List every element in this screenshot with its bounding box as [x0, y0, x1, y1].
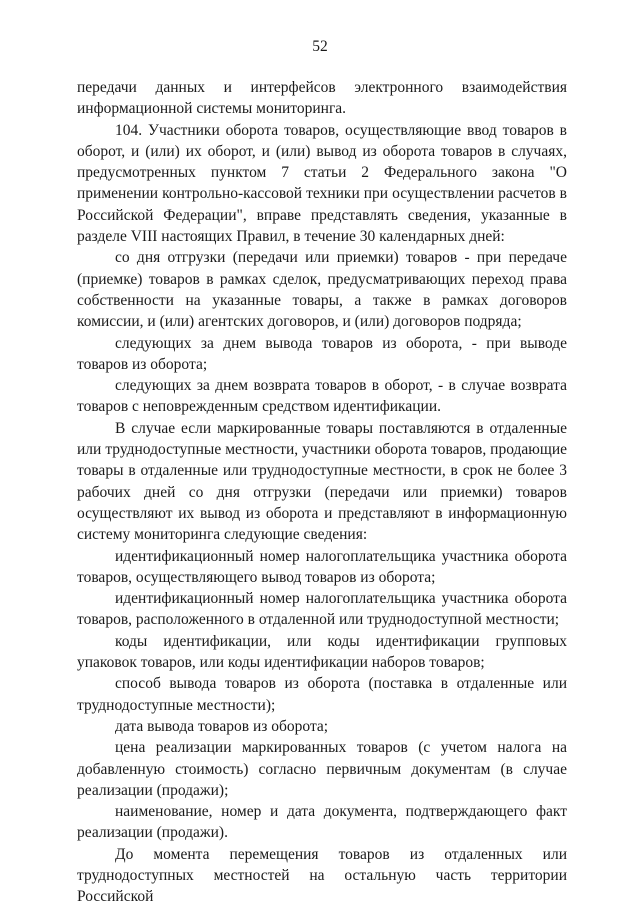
paragraph-continued: передачи данных и интерфейсов электронного взаимодействия информационной системы мониторинга.: [77, 79, 567, 118]
paragraph-identification-codes: коды идентификации, или коды идентификации групповых упаковок товаров, или коды идентификации наборов товаров;: [77, 632, 567, 672]
paragraph-remote-areas: В случае если маркированные товары поставляются в отдаленные или труднодоступные местности, участники оборота товаров, продающие товары в отдаленные или труднодоступные местности, в срок не более 3 рабочих дней со дня отгрузки (передачи или приемки) товаров осуществляют их вывод из оборота и представляют в информационную систему мониторинга следующие сведения:: [77, 419, 567, 544]
paragraph-withdrawal-method: способ вывода товаров из оборота (поставка в отдаленные или труднодоступные местности);: [77, 675, 567, 714]
paragraph-withdrawal-day: следующих за днем вывода товаров из оборота, - при выводе товаров из оборота;: [77, 334, 567, 373]
paragraph-sale-price: цена реализации маркированных товаров (с учетом налога на добавленную стоимость) согласно первичным документам (в случае реализации (продажи);: [77, 739, 567, 799]
paragraph-return-day: следующих за днем возврата товаров в оборот, - в случае возврата товаров с неповрежденным средством идентификации.: [77, 377, 567, 416]
page-number: 52: [312, 38, 328, 55]
paragraph-clause-104: 104. Участники оборота товаров, осуществляющие ввод товаров в оборот, и (или) их оборот, и (или) вывод из оборота товаров в случаях, предусмотренных пунктом 7 статьи 2 Федерального закона "О применении контрольно-кассовой техники при осуществлении расчетов в Российской Федерации", вправе представлять сведения, указанные в разделе VIII настоящих Правил, в течение 30 календарных дней:: [77, 121, 567, 246]
paragraph-inn-remote: идентификационный номер налогоплательщика участника оборота товаров, расположенного в отдаленной или труднодоступной местности;: [77, 590, 567, 629]
paragraph-document-details: наименование, номер и дата документа, подтверждающего факт реализации (продажи).: [77, 803, 567, 842]
paragraph-withdrawal-date: дата вывода товаров из оборота;: [115, 717, 329, 735]
paragraph-before-movement: До момента перемещения товаров из отдаленных или труднодоступных местностей на остальную часть территории Российской: [77, 845, 567, 906]
paragraph-inn-withdrawer: идентификационный номер налогоплательщика участника оборота товаров, осуществляющего вывод товаров из оборота;: [77, 547, 567, 586]
document-body: [77, 77, 567, 908]
paragraph-shipment-day: со дня отгрузки (передачи или приемки) товаров - при передаче (приемке) товаров в рамках сделок, предусматривающих переход права собственности на указанные товары, а также в рамках договоров комиссии, и (или) агентских договоров, и (или) договоров подряда;: [77, 249, 567, 331]
